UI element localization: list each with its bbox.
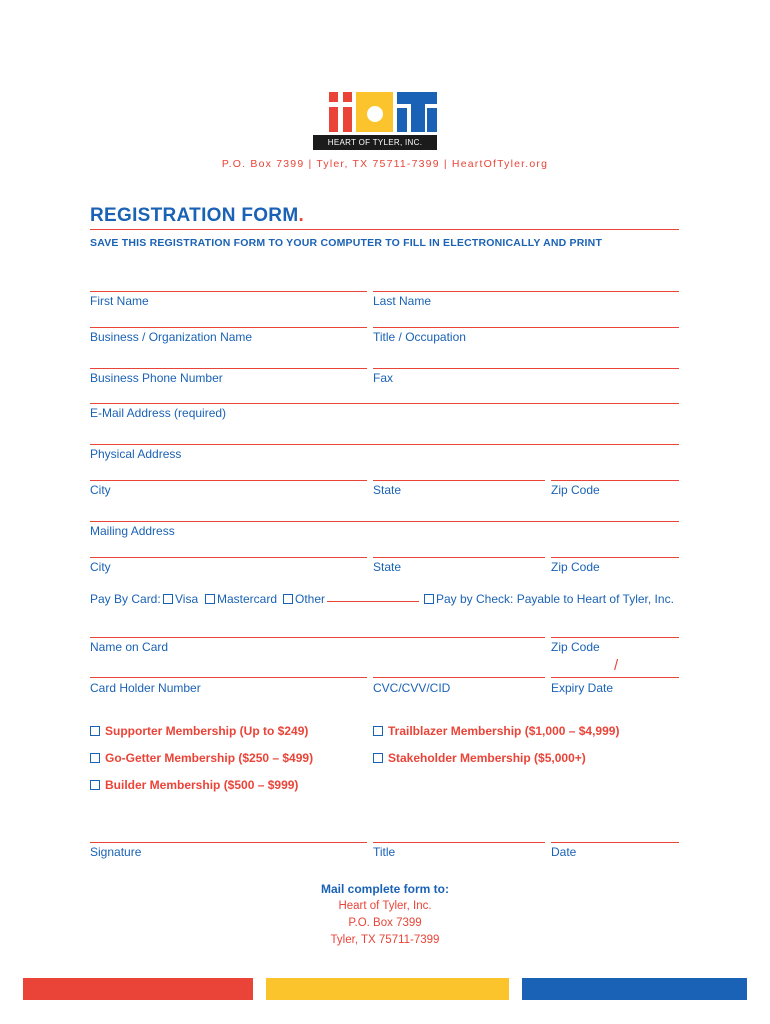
name-on-card-field[interactable] bbox=[90, 637, 545, 638]
stakeholder-label: Stakeholder Membership ($5,000+) bbox=[388, 751, 586, 765]
visa-label: Visa bbox=[175, 592, 199, 606]
mastercard-label: Mastercard bbox=[217, 592, 278, 606]
mail-address-line-3: Tyler, TX 75711-7399 bbox=[330, 934, 440, 946]
mastercard-checkbox[interactable] bbox=[205, 594, 215, 604]
mailing-address-field[interactable] bbox=[90, 521, 679, 522]
footer-bar-yellow bbox=[266, 978, 509, 1000]
mailing-state-label: State bbox=[373, 560, 402, 574]
footer-bar-blue bbox=[522, 978, 747, 1000]
mailing-zip-field[interactable] bbox=[551, 557, 679, 558]
membership-go-getter[interactable] bbox=[90, 751, 313, 765]
title-text: REGISTRATION FORM bbox=[90, 205, 299, 226]
footer-bar-red bbox=[23, 978, 253, 1000]
first-name-field[interactable] bbox=[90, 291, 367, 292]
date-label: Date bbox=[551, 845, 577, 859]
state-field[interactable] bbox=[373, 480, 545, 481]
mailing-city-field[interactable] bbox=[90, 557, 367, 558]
pay-by-card-label: Pay By Card: bbox=[90, 592, 161, 606]
pay-by-check-label: Pay by Check: Payable to Heart of Tyler, Inc. bbox=[436, 592, 674, 606]
other-field[interactable] bbox=[327, 601, 419, 602]
visa-checkbox[interactable] bbox=[163, 594, 173, 604]
physical-address-field[interactable] bbox=[90, 444, 679, 445]
go-getter-checkbox[interactable] bbox=[90, 753, 100, 763]
city-label: City bbox=[90, 483, 111, 497]
title-dot: . bbox=[298, 205, 305, 226]
signature-title-label: Title bbox=[373, 845, 396, 859]
business-name-label: Business / Organization Name bbox=[90, 330, 253, 344]
last-name-field[interactable] bbox=[373, 291, 679, 292]
builder-checkbox[interactable] bbox=[90, 780, 100, 790]
membership-supporter[interactable] bbox=[90, 724, 308, 738]
expiry-field[interactable] bbox=[551, 677, 679, 678]
mastercard-option[interactable] bbox=[205, 592, 277, 606]
cvc-field[interactable] bbox=[373, 677, 545, 678]
name-on-card-label: Name on Card bbox=[90, 640, 169, 654]
fax-field[interactable] bbox=[373, 368, 679, 369]
pay-by-check-option[interactable] bbox=[424, 592, 674, 606]
trailblazer-checkbox[interactable] bbox=[373, 726, 383, 736]
other-label: Other bbox=[295, 592, 326, 606]
mailing-address-label: Mailing Address bbox=[90, 524, 175, 538]
go-getter-label: Go-Getter Membership ($250 – $499) bbox=[105, 751, 314, 765]
membership-trailblazer[interactable] bbox=[373, 724, 619, 738]
card-zip-label: Zip Code bbox=[551, 640, 600, 654]
trailblazer-label: Trailblazer Membership ($1,000 – $4,999) bbox=[388, 724, 620, 738]
membership-builder[interactable] bbox=[90, 778, 298, 792]
email-field[interactable] bbox=[90, 403, 679, 404]
expiry-slash: / bbox=[614, 657, 619, 674]
card-number-field[interactable] bbox=[90, 677, 367, 678]
mail-heading: Mail complete form to: bbox=[320, 882, 449, 896]
state-label: State bbox=[373, 483, 402, 497]
cvc-label: CVC/CVV/CID bbox=[373, 681, 451, 695]
signature-title-field[interactable] bbox=[373, 842, 545, 843]
zip-label: Zip Code bbox=[551, 483, 600, 497]
mail-address-line-1: Heart of Tyler, Inc. bbox=[338, 900, 432, 912]
pay-by-check-checkbox[interactable] bbox=[424, 594, 434, 604]
business-phone-label: Business Phone Number bbox=[90, 371, 223, 385]
logo-caption: HEART OF TYLER, INC. bbox=[313, 135, 437, 150]
date-field[interactable] bbox=[551, 842, 679, 843]
zip-field[interactable] bbox=[551, 480, 679, 481]
card-number-label: Card Holder Number bbox=[90, 681, 201, 695]
supporter-checkbox[interactable] bbox=[90, 726, 100, 736]
city-field[interactable] bbox=[90, 480, 367, 481]
mail-address-line-2: P.O. Box 7399 bbox=[348, 917, 422, 929]
page-title bbox=[90, 205, 304, 227]
stakeholder-checkbox[interactable] bbox=[373, 753, 383, 763]
visa-option[interactable] bbox=[163, 592, 198, 606]
fax-label: Fax bbox=[373, 371, 394, 385]
signature-field[interactable] bbox=[90, 842, 367, 843]
physical-address-label: Physical Address bbox=[90, 447, 182, 461]
mailing-zip-label: Zip Code bbox=[551, 560, 600, 574]
mailing-city-label: City bbox=[90, 560, 111, 574]
business-phone-field[interactable] bbox=[90, 368, 367, 369]
email-label: E-Mail Address (required) bbox=[90, 406, 227, 420]
mailing-state-field[interactable] bbox=[373, 557, 545, 558]
business-name-field[interactable] bbox=[90, 327, 367, 328]
title-occupation-label: Title / Occupation bbox=[373, 330, 466, 344]
title-divider bbox=[90, 229, 679, 230]
other-option[interactable] bbox=[283, 592, 325, 606]
form-subtitle: SAVE THIS REGISTRATION FORM TO YOUR COMPUTER TO FILL IN ELECTRONICALLY AND PRINT bbox=[90, 237, 603, 249]
address-line: P.O. Box 7399 | Tyler, TX 75711-7399 | HeartOfTyler.org bbox=[221, 158, 549, 170]
other-checkbox[interactable] bbox=[283, 594, 293, 604]
membership-stakeholder[interactable] bbox=[373, 751, 586, 765]
builder-label: Builder Membership ($500 – $999) bbox=[105, 778, 299, 792]
expiry-label: Expiry Date bbox=[551, 681, 614, 695]
signature-label: Signature bbox=[90, 845, 142, 859]
card-zip-field[interactable] bbox=[551, 637, 679, 638]
first-name-label: First Name bbox=[90, 294, 149, 308]
supporter-label: Supporter Membership (Up to $249) bbox=[105, 724, 309, 738]
last-name-label: Last Name bbox=[373, 294, 432, 308]
title-occupation-field[interactable] bbox=[373, 327, 679, 328]
